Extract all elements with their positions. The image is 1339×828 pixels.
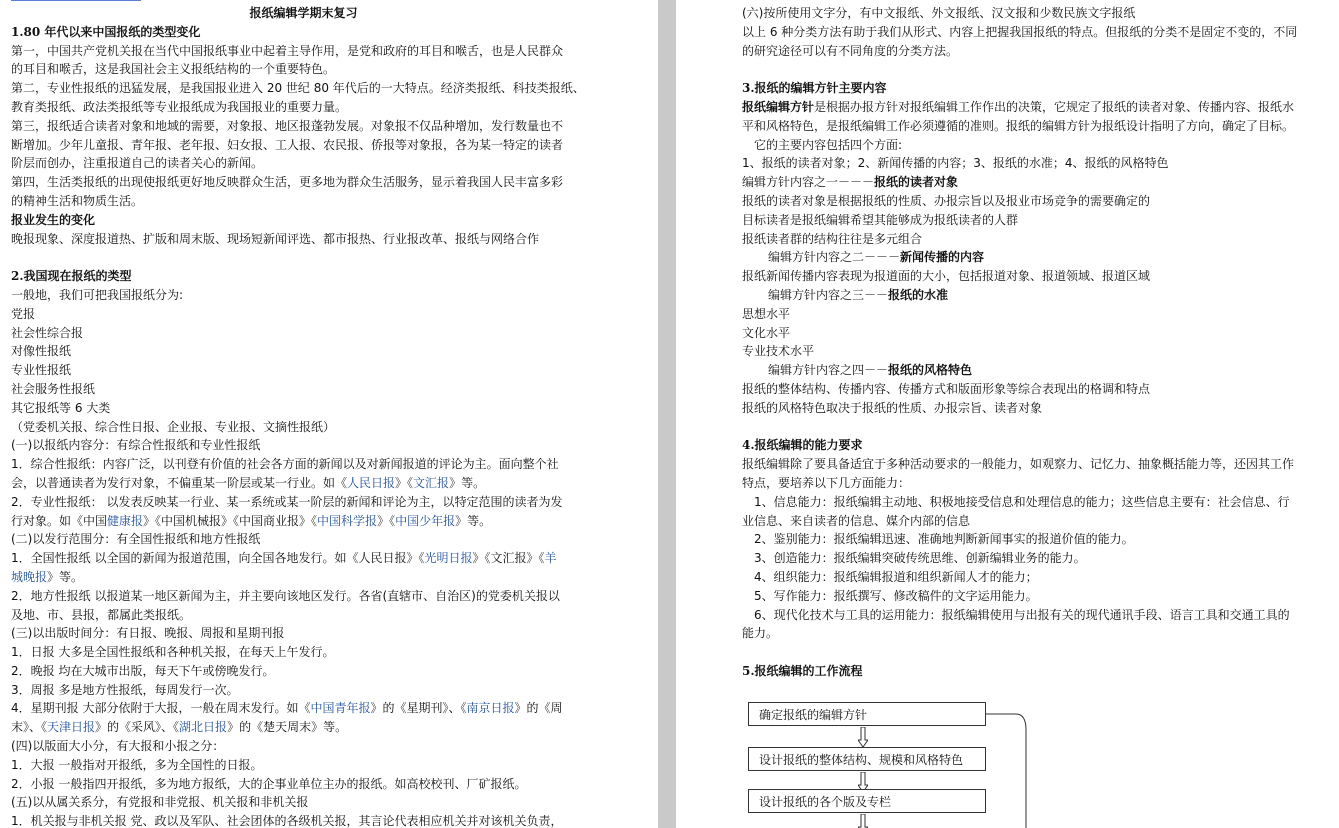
left-line [11, 305, 596, 324]
text-run: 一般地，我们可把我国报纸分为: [11, 287, 184, 302]
right-line [742, 342, 1327, 361]
right-line [742, 549, 1327, 568]
newspaper-link[interactable]: 光明日报 [424, 551, 473, 566]
left-line [11, 98, 596, 117]
text-run: 1、信息能力：报纸编辑主动地、积极地接受信息和处理信息的能力；这些信息主要有：社会信息、行 [754, 494, 1290, 509]
right-line [742, 173, 1327, 192]
newspaper-link[interactable]: 天津日报 [47, 720, 96, 735]
text-run: 末》、《 [11, 720, 48, 735]
right-line [742, 418, 1327, 437]
text-run: 》《中国机械报》《中国商业报》《 [143, 513, 318, 528]
flow-step-2: 设计报纸的整体结构、规模和风格特色 [748, 747, 986, 771]
text-run: 》等。 [449, 475, 486, 490]
left-line [11, 775, 596, 794]
text-run: 阶层而创办，注重报道自己的读者关心的新闻。 [11, 156, 264, 171]
right-line [742, 436, 1327, 455]
newspaper-link[interactable]: 湖北日报 [179, 720, 228, 735]
text-run: (四)以版面大小分，有大报和小报之分： [11, 739, 225, 754]
newspaper-link[interactable]: 羊 [544, 551, 557, 566]
text-run: 2．小报 一般指四开报纸，多为地方报纸，大的企事业单位主办的报纸。如高校校刊、厂矿报纸。 [11, 776, 527, 791]
newspaper-link[interactable]: 中国少年报 [395, 513, 456, 528]
section-heading: 报业发生的变化 [11, 212, 96, 227]
text-run: 3．周报 多是地方性报纸，每周发行一次。 [11, 682, 239, 697]
left-line [11, 248, 596, 267]
text-run: 专业技术水平 [742, 344, 815, 359]
text-run: 会，以普通读者为发行对象，不偏重某一阶层或某一行业。如《 [11, 475, 348, 490]
right-line [742, 380, 1327, 399]
text-run: 目标读者是报纸编辑希望其能够成为报纸读者的人群 [742, 212, 1019, 227]
left-line [11, 211, 596, 230]
left-line [11, 230, 596, 249]
text-run: 2．专业性报纸： 以发表反映某一行业、某一系统或某一阶层的新闻和评论为主，以特定范围的读者为发 [11, 494, 563, 509]
newspaper-link[interactable]: 中国科学报 [317, 513, 378, 528]
left-line [11, 512, 596, 531]
right-line [742, 230, 1327, 249]
left-page [0, 0, 658, 828]
text-run: 》《 [377, 513, 396, 528]
right-line [742, 23, 1327, 42]
text-run: 行对象。如《中国 [11, 513, 108, 528]
text-run: 编辑方针内容之二－－－ [768, 250, 901, 265]
text-run: 报纸的风格特色取决于报纸的性质、办报宗旨、读者对象 [742, 400, 1043, 415]
text-run: 2．地方性报纸 以报道某一地区新闻为主，并主要向该地区发行。各省(直辖市、自治区)的党委机关报以 [11, 588, 560, 603]
text-run: 报纸的读者对象是根据报纸的性质、办报宗旨以及报业市场竞争的需要确定的 [742, 193, 1151, 208]
newspaper-link[interactable]: 中国青年报 [310, 701, 371, 716]
text-run: 是根据办报方针对报纸编辑工作作出的决策，它规定了报纸的读者对象、传播内容、报纸水 [814, 99, 1295, 114]
right-line [742, 643, 1327, 662]
right-line [742, 606, 1327, 625]
text-run: （党委机关报、综合性日报、企业报、专业报、文摘性报纸） [11, 419, 336, 434]
left-line [11, 530, 596, 549]
left-line [11, 154, 596, 173]
text-run: 2、鉴别能力：报纸编辑迅速、准确地判断新闻事实的报道价值的能力。 [754, 532, 1134, 547]
left-line [11, 756, 596, 775]
bold-term: 报纸的读者对象 [874, 175, 959, 190]
left-line [11, 662, 596, 681]
text-run: 对像性报纸 [11, 344, 72, 359]
left-line [11, 418, 596, 437]
left-text-body [11, 23, 596, 828]
text-run: 思想水平 [742, 306, 791, 321]
text-run: 党报 [11, 306, 36, 321]
text-run: 特点，要培养以下几方面能力： [742, 475, 911, 490]
text-run: 第二，专业性报纸的迅猛发展，是我国报业进入 20 世纪 80 年代后的一大特点。经济类报纸、科技类报纸、 [11, 81, 585, 96]
right-line [742, 324, 1327, 343]
right-line [742, 42, 1327, 61]
right-line [742, 98, 1327, 117]
text-run: 6、现代化技术与工具的运用能力：报纸编辑使用与出报有关的现代通讯手段、语言工具和交通工具的 [754, 607, 1290, 622]
left-line [11, 587, 596, 606]
left-line [11, 493, 596, 512]
text-run: 1．机关报与非机关报 党、政以及军队、社会团体的各级机关报，其言论代表相应机关并对该机关负责， [11, 814, 563, 828]
text-run: 》的《周 [514, 701, 563, 716]
text-run: 编辑方针内容之一－－－ [742, 175, 875, 190]
text-run: 第一，中国共产党机关报在当代中国报纸事业中起着主导作用，是党和政府的耳目和喉舌，也是人民群众 [11, 43, 564, 58]
text-run: 第三，报纸适合读者对象和地域的需要，对象报、地区报蓬勃发展。对象报不仅品种增加，发行数量也不 [11, 118, 564, 133]
text-run: 1．日报 大多是全国性报纸和各种机关报，在每天上午发行。 [11, 645, 335, 660]
text-run: 1．大报 一般指对开报纸，多为全国性的日报。 [11, 757, 263, 772]
left-line [11, 793, 596, 812]
left-line [11, 549, 596, 568]
text-run: 教育类报纸、政法类报纸等专业报纸成为我国报业的重要力量。 [11, 99, 348, 114]
right-line [742, 587, 1327, 606]
text-run: 业信息、来自读者的信息、媒介内部的信息 [742, 513, 971, 528]
text-run: 报纸编辑除了要具备适宜于多种活动要求的一般能力，如观察力、记忆力、抽象概括能力等，还因其工作 [742, 457, 1295, 472]
text-run: 报纸新闻传播内容表现为报道面的大小，包括报道对象、报道领域、报道区域 [742, 269, 1151, 284]
right-line [742, 624, 1327, 643]
text-run: 其它报纸等 6 大类 [11, 400, 111, 415]
left-line [11, 643, 596, 662]
right-line [742, 267, 1327, 286]
right-line [742, 512, 1327, 531]
text-run: 社会性综合报 [11, 325, 84, 340]
text-run: 5、写作能力：报纸撰写、修改稿件的文字运用能力。 [754, 588, 1038, 603]
left-line [11, 455, 596, 474]
left-line [11, 42, 596, 61]
right-line [742, 117, 1327, 136]
text-run: 的耳目和喉舌，这是我国社会主义报纸结构的一个重要特色。 [11, 62, 336, 77]
text-run: 》的《楚天周末》等。 [227, 720, 348, 735]
bold-term: 报纸的水准 [888, 287, 949, 302]
left-line [11, 324, 596, 343]
text-run: 报纸读者群的结构往往是多元组合 [742, 231, 923, 246]
left-line [11, 436, 596, 455]
newspaper-link[interactable]: 健康报 [107, 513, 144, 528]
flow-return-line [986, 700, 1056, 828]
right-line [742, 154, 1327, 173]
text-run: 2．晚报 均在大城市出版，每天下午或傍晚发行。 [11, 663, 275, 678]
document-title: 报纸编辑学期末复习 [249, 6, 358, 20]
left-line [11, 812, 596, 828]
text-run: 晚报现象、深度报道热、扩版和周末版、现场短新闻评选、都市报热、行业报改革、报纸与网络合作 [11, 231, 540, 246]
right-line [742, 474, 1327, 493]
flow-step-1: 确定报纸的编辑方针 [748, 702, 986, 726]
left-line [11, 361, 596, 380]
text-run: (二)以发行范围分：有全国性报纸和地方性报纸 [11, 532, 261, 547]
left-line [11, 136, 596, 155]
flow-arrow-1 [858, 727, 868, 747]
left-line [11, 737, 596, 756]
right-text-body [742, 4, 1327, 681]
text-run: (五)以从属关系分，有党报和非党报、机关报和非机关报 [11, 795, 309, 810]
left-line [11, 568, 596, 587]
left-line [11, 60, 596, 79]
left-line [11, 342, 596, 361]
flow-step-3: 设计报纸的各个版及专栏 [748, 789, 986, 813]
text-run: 断增加。少年儿童报、青年报、老年报、妇女报、工人报、农民报、侨报等对象报，各为某一特定的读者 [11, 137, 564, 152]
left-line [11, 192, 596, 211]
left-line [11, 173, 596, 192]
text-run: 报纸的整体结构、传播内容、传播方式和版面形象等综合表现出的格调和特点 [742, 381, 1151, 396]
text-run: 》等。 [47, 569, 84, 584]
text-run: 专业性报纸 [11, 363, 72, 378]
text-run: 社会服务性报纸 [11, 381, 96, 396]
right-line [742, 211, 1327, 230]
text-run: 能力。 [742, 626, 779, 641]
right-line [742, 662, 1327, 681]
text-run: 》的《采风》、《 [95, 720, 180, 735]
text-run: (六)按所使用文字分，有中文报纸、外文报纸、汉文报和少数民族文字报纸 [742, 6, 1136, 20]
right-line [742, 79, 1327, 98]
right-line [742, 568, 1327, 587]
text-run: 》《 [395, 475, 414, 490]
text-run: 》等。 [455, 513, 492, 528]
text-run: 编辑方针内容之三－－ [768, 287, 889, 302]
right-line [742, 136, 1327, 155]
left-line [11, 286, 596, 305]
workflow-flowchart [746, 700, 1066, 828]
section-heading: 3.报纸的编辑方针主要内容 [742, 81, 887, 96]
text-run: 》《文汇报》《 [472, 551, 545, 566]
text-run: 3、创造能力：报纸编辑突破传统思维、创新编辑业务的能力。 [754, 551, 1086, 566]
left-line [11, 681, 596, 700]
left-line [11, 474, 596, 493]
section-heading: 4.报纸编辑的能力要求 [742, 438, 863, 453]
left-line [11, 117, 596, 136]
text-run: 》的《星期刊》、《 [370, 701, 467, 716]
right-line [742, 361, 1327, 380]
left-column [11, 4, 596, 828]
bold-term: 新闻传播的内容 [900, 250, 985, 265]
text-run: (三)以出版时间分：有日报、晚报、周报和星期刊报 [11, 626, 285, 641]
left-line [11, 380, 596, 399]
text-run: 1．综合性报纸：内容广泛，以刊登有价值的社会各方面的新闻以及对新闻报道的评论为主。面向整个社 [11, 457, 559, 472]
newspaper-link[interactable]: 南京日报 [466, 701, 515, 716]
right-line [742, 286, 1327, 305]
text-run: 平和风格特色，是报纸编辑工作必须遵循的准则。报纸的编辑方针为报纸设计指明了方向，确定了目标。 [742, 118, 1295, 133]
header-underline [11, 0, 141, 1]
right-column [742, 4, 1327, 681]
bold-term: 报纸编辑方针 [742, 99, 815, 114]
right-line [742, 493, 1327, 512]
text-run: 1．全国性报纸 以全国的新闻为报道范围，向全国各地发行。如《人民日报》《 [11, 551, 425, 566]
left-line [11, 267, 596, 286]
text-run: 4．星期刊报 大部分依附于大报，一般在周末发行。如《 [11, 701, 311, 716]
right-line [742, 399, 1327, 418]
right-page [676, 0, 1339, 828]
right-line [742, 4, 1327, 23]
page-gutter [658, 0, 676, 828]
bold-term: 报纸的风格特色 [888, 363, 973, 378]
text-run: 编辑方针内容之四－－ [768, 363, 889, 378]
left-line [11, 23, 596, 42]
text-run: 的精神生活和物质生活。 [11, 193, 144, 208]
section-heading: 1.80 年代以来中国报纸的类型变化 [11, 24, 201, 39]
left-line [11, 718, 596, 737]
text-run: 的研究途径可以有不同角度的分类方法。 [742, 43, 959, 58]
newspaper-link[interactable]: 文汇报 [413, 475, 450, 490]
left-line [11, 606, 596, 625]
text-run: 以上 6 种分类方法有助于我们从形式、内容上把握我国报纸的特点。但报纸的分类不是固定不变的，不同 [742, 24, 1298, 39]
flow-arrow-3 [858, 814, 868, 828]
text-run: (一)以报纸内容分：有综合性报纸和专业性报纸 [11, 438, 261, 453]
section-heading: 2.我国现在报纸的类型 [11, 269, 132, 284]
text-run: 第四，生活类报纸的出现使报纸更好地反映群众生活，更多地为群众生活服务，显示着我国人民丰富多彩 [11, 175, 564, 190]
left-line [11, 79, 596, 98]
right-line [742, 455, 1327, 474]
right-line [742, 530, 1327, 549]
text-run: 4、组织能力：报纸编辑报道和组织新闻人才的能力； [754, 569, 1038, 584]
left-line [11, 699, 596, 718]
right-line [742, 305, 1327, 324]
right-line [742, 60, 1327, 79]
section-heading: 5.报纸编辑的工作流程 [742, 663, 863, 678]
text-run: 文化水平 [742, 325, 791, 340]
text-run: 1、报纸的读者对象；2、新闻传播的内容；3、报纸的水准；4、报纸的风格特色 [742, 156, 1169, 171]
text-run: 它的主要内容包括四个方面: [754, 137, 903, 152]
newspaper-link[interactable]: 人民日报 [347, 475, 396, 490]
right-line [742, 248, 1327, 267]
left-line [11, 399, 596, 418]
text-run: 及地、市、县报，都属此类报纸。 [11, 607, 192, 622]
left-line [11, 624, 596, 643]
newspaper-link[interactable]: 城晚报 [11, 569, 48, 584]
right-line [742, 192, 1327, 211]
